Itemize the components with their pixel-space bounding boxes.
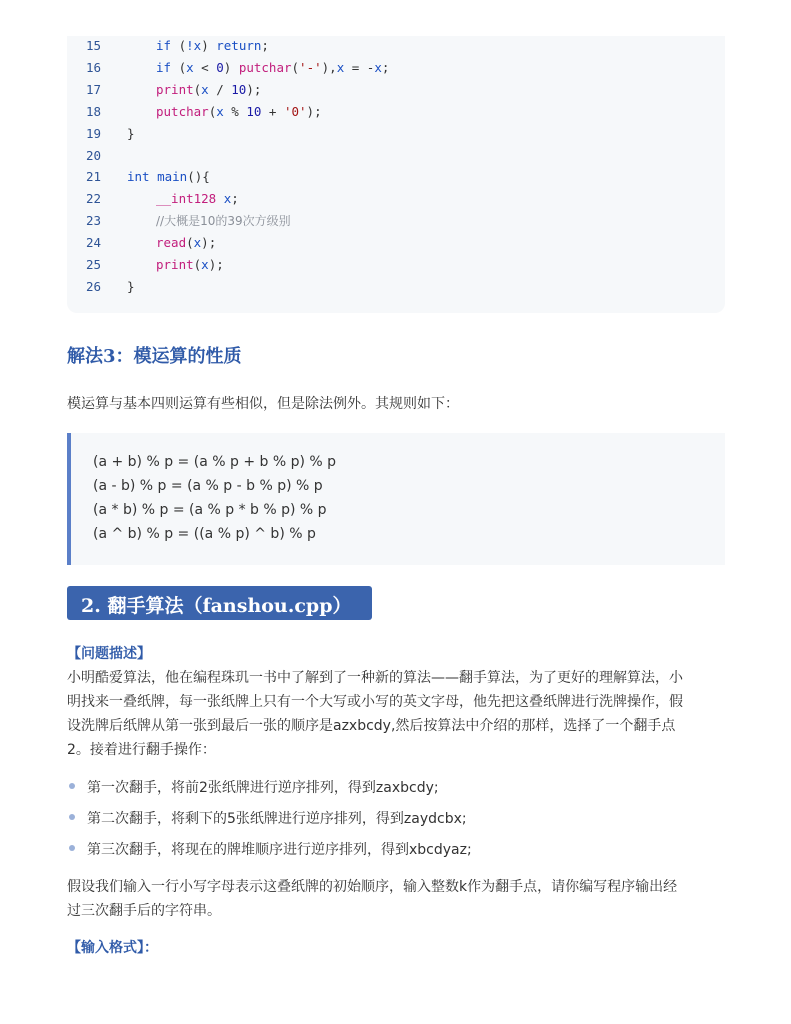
line-number: 15 bbox=[85, 38, 101, 53]
code-token: ; bbox=[231, 191, 239, 207]
problem-description-label: 【问题描述】 bbox=[67, 646, 151, 662]
code-token: int bbox=[127, 169, 150, 185]
code-line bbox=[67, 35, 725, 57]
code-token: //大概是10的39次方级别 bbox=[156, 214, 291, 229]
code-token: ( bbox=[186, 235, 194, 251]
problem-heading-text: 2. 翻手算法（fanshou.cpp） bbox=[81, 595, 352, 617]
problem-heading-fanshou bbox=[67, 586, 372, 620]
code-line bbox=[67, 210, 725, 232]
code-token: '0' bbox=[283, 103, 307, 119]
code-line bbox=[67, 101, 725, 123]
code-token: (){ bbox=[187, 169, 210, 185]
line-number: 19 bbox=[85, 125, 101, 141]
code-token: main bbox=[157, 169, 188, 185]
code-token: ( bbox=[171, 38, 187, 53]
code-token: ( bbox=[291, 59, 300, 75]
code-line bbox=[67, 57, 725, 79]
line-number: 26 bbox=[85, 278, 101, 294]
code-token: x bbox=[186, 59, 194, 75]
code-token: read bbox=[156, 235, 187, 251]
code-token: if bbox=[156, 59, 172, 75]
code-text bbox=[127, 276, 135, 298]
mod-rule-mul: (a * b) % p = (a % p * b % p) % p bbox=[93, 502, 327, 518]
task-line: 过三次翻手后的字符串。 bbox=[67, 903, 221, 919]
code-token: return bbox=[216, 38, 262, 53]
code-token: ; bbox=[261, 38, 269, 53]
code-token: ) bbox=[201, 38, 217, 53]
code-token: x bbox=[223, 191, 232, 207]
line-number: 21 bbox=[85, 169, 101, 185]
line-number: 24 bbox=[85, 235, 101, 251]
code-token: ); bbox=[306, 103, 322, 119]
code-token: putchar bbox=[156, 103, 209, 119]
code-line bbox=[67, 166, 725, 188]
list-item-text: 第三次翻手，将现在的牌堆顺序进行逆序排列，得到xbcdyaz; bbox=[87, 842, 472, 858]
code-token: x bbox=[201, 257, 209, 272]
list-item-text: 第一次翻手，将前2张纸牌进行逆序排列，得到zaxbcdy; bbox=[87, 780, 439, 796]
code-token: x bbox=[374, 59, 382, 75]
line-number: 25 bbox=[85, 257, 101, 272]
code-line bbox=[67, 254, 725, 276]
bullet-icon bbox=[69, 845, 75, 851]
code-token: ); bbox=[208, 257, 224, 272]
code-text bbox=[156, 254, 224, 276]
section-heading-mod-properties: 解法3：模运算的性质 bbox=[67, 346, 242, 367]
code-text bbox=[156, 35, 269, 57]
code-line bbox=[67, 232, 725, 254]
code-token: putchar bbox=[238, 59, 292, 75]
code-token: ) bbox=[223, 59, 239, 75]
mod-rules-blockquote bbox=[67, 433, 725, 565]
problem-description-line: 小明酷爱算法，他在编程珠玑一书中了解到了一种新的算法——翻手算法，为了更好的理解算法，小 bbox=[67, 670, 683, 686]
problem-description-line: 设洗牌后纸牌从第一张到最后一张的顺序是azxbcdy,然后按算法中介绍的那样，选择了一个翻手点 bbox=[67, 718, 676, 734]
code-text bbox=[127, 166, 210, 188]
code-text bbox=[156, 101, 322, 123]
code-token: ( bbox=[193, 257, 202, 272]
code-token: ( bbox=[193, 81, 202, 97]
line-number: 20 bbox=[85, 147, 101, 163]
code-token: < bbox=[193, 59, 217, 75]
code-token: 10 bbox=[231, 81, 247, 97]
code-token: / bbox=[208, 81, 232, 97]
code-line bbox=[67, 123, 725, 145]
mod-rule-add: (a + b) % p = (a % p + b % p) % p bbox=[93, 454, 337, 470]
code-line bbox=[67, 79, 725, 101]
line-number: 18 bbox=[85, 103, 101, 119]
code-text bbox=[156, 188, 239, 210]
code-token: 10 bbox=[246, 103, 262, 119]
code-token: '-' bbox=[299, 59, 322, 75]
code-token: ); bbox=[246, 81, 262, 97]
code-token: % bbox=[223, 103, 247, 119]
code-token: x bbox=[193, 235, 202, 251]
code-line bbox=[67, 276, 725, 298]
code-token: __int128 bbox=[156, 191, 217, 207]
code-token: x bbox=[336, 59, 345, 75]
problem-description-line: 明找来一叠纸牌，每一张纸牌上只有一个大写或小写的英文字母，他先把这叠纸牌进行洗牌操作，假 bbox=[67, 694, 683, 710]
code-text bbox=[156, 79, 261, 101]
bullet-icon bbox=[69, 783, 75, 789]
code-token: + bbox=[261, 103, 284, 119]
code-text bbox=[156, 57, 389, 79]
code-token: !x bbox=[186, 38, 202, 53]
mod-rule-pow: (a ^ b) % p = ((a % p) ^ b) % p bbox=[93, 526, 316, 542]
code-block bbox=[67, 36, 725, 313]
code-token: 0 bbox=[216, 59, 224, 75]
code-token: x bbox=[201, 81, 209, 97]
code-text bbox=[156, 232, 216, 254]
task-line: 假设我们输入一行小写字母表示这叠纸牌的初始顺序，输入整数k作为翻手点，请你编写程序输出经 bbox=[67, 879, 678, 895]
mod-intro-text: 模运算与基本四则运算有些相似，但是除法例外。其规则如下： bbox=[67, 396, 459, 412]
line-number: 22 bbox=[85, 191, 101, 207]
line-number: 17 bbox=[85, 81, 101, 97]
code-token: x bbox=[216, 103, 224, 119]
code-token: print bbox=[156, 81, 194, 97]
code-token bbox=[150, 169, 158, 184]
code-line bbox=[67, 188, 725, 210]
code-token bbox=[216, 191, 224, 206]
mod-rule-sub: (a - b) % p = (a % p - b % p) % p bbox=[93, 478, 323, 494]
code-text bbox=[127, 123, 135, 145]
code-token: } bbox=[127, 125, 135, 141]
input-format-label: 【输入格式】： bbox=[67, 940, 158, 956]
bullet-icon bbox=[69, 814, 75, 820]
code-token: print bbox=[156, 257, 194, 272]
list-item-text: 第二次翻手，将剩下的5张纸牌进行逆序排列，得到zaydcbx; bbox=[87, 811, 467, 827]
code-token: = - bbox=[344, 59, 375, 75]
code-text bbox=[156, 210, 291, 232]
problem-description-line: 2。接着进行翻手操作： bbox=[67, 742, 216, 758]
code-line bbox=[67, 145, 725, 167]
code-token: ; bbox=[381, 59, 390, 75]
code-token: ), bbox=[321, 59, 337, 75]
code-token: ( bbox=[171, 59, 187, 75]
line-number: 23 bbox=[85, 213, 101, 229]
code-token: ); bbox=[201, 235, 217, 251]
code-token: } bbox=[127, 278, 135, 294]
line-number: 16 bbox=[85, 59, 101, 75]
code-token: ( bbox=[208, 103, 217, 119]
code-token: if bbox=[156, 38, 172, 53]
